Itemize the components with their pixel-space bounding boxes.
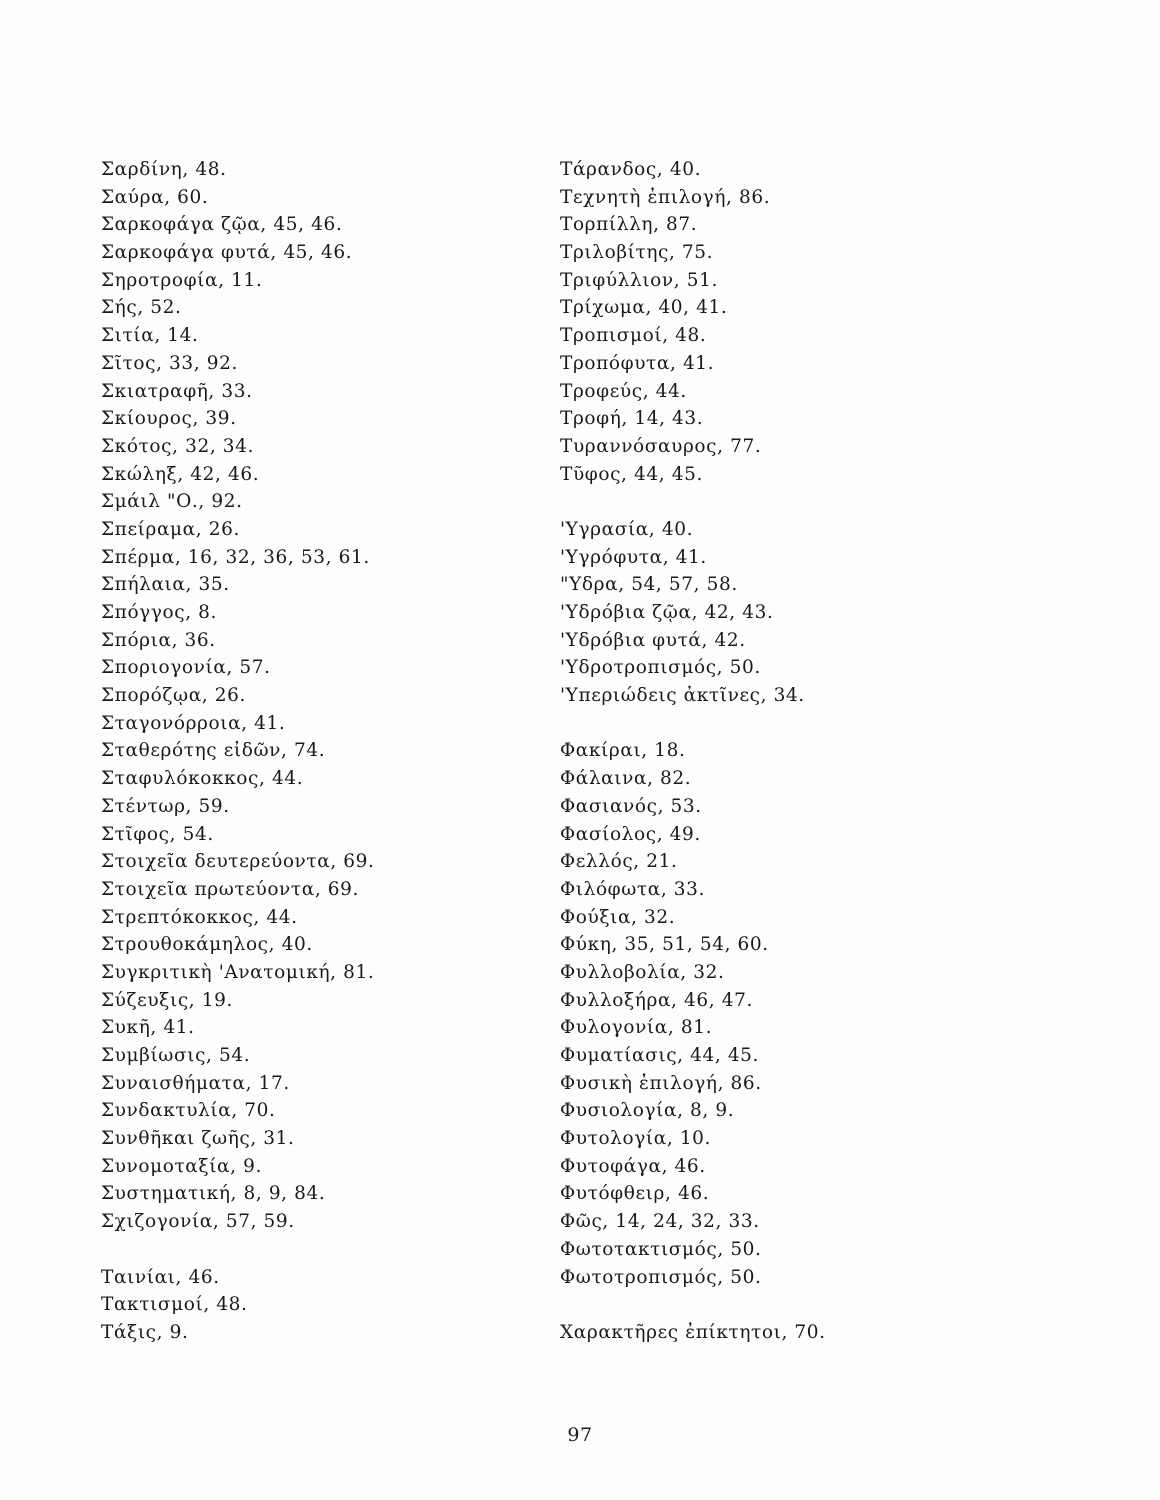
index-entry: "Υδρα, 54, 57, 58. (560, 574, 738, 596)
index-entry: Σποριογονία, 57. (101, 657, 271, 679)
index-entry: Φάλαινα, 82. (560, 768, 692, 790)
index-entry: Σαρδίνη, 48. (101, 159, 227, 180)
index-entry: Συνομοταξία, 9. (101, 1155, 262, 1177)
index-entry: Σπήλαια, 35. (101, 574, 230, 596)
index-entry: Φυτόφθειρ, 46. (560, 1183, 710, 1205)
index-entry: Σπόρια, 36. (101, 629, 216, 651)
index-entry: Σκίουρος, 39. (101, 408, 237, 430)
index-entry: Σχιζογονία, 57, 59. (101, 1211, 295, 1233)
index-entry: Στρουθοκάμηλος, 40. (101, 934, 313, 956)
index-entry: Σαρκοφάγα ζῷα, 45, 46. (101, 214, 343, 236)
index-entry: Σπόγγος, 8. (101, 602, 218, 623)
index-entry: Τριφύλλιον, 51. (560, 269, 718, 291)
index-entry: Συνδακτυλία, 70. (101, 1100, 276, 1122)
index-entry: Τεχνητὴ ἐπιλογή, 86. (560, 186, 771, 208)
page-number: 97 (567, 1424, 593, 1446)
index-entry: Σκότος, 32, 34. (101, 435, 254, 457)
index-column-left (101, 156, 541, 1347)
index-entry: Στρεπτόκοκκος, 44. (101, 906, 298, 928)
index-entry: Σμάιλ "Ο., 92. (101, 491, 243, 513)
index-entry: Φυλογονία, 81. (560, 1017, 713, 1039)
index-entry: Συστηματική, 8, 9, 84. (101, 1183, 326, 1205)
index-entry: 'Υδροτροπισμός, 50. (560, 657, 761, 679)
index-section-gap (560, 710, 1060, 738)
index-entry: Σαύρα, 60. (101, 186, 209, 208)
index-entry: Φωτοτακτισμός, 50. (560, 1238, 762, 1260)
index-entry: Φυτοφάγα, 46. (560, 1155, 706, 1177)
index-entry: Τορπίλλη, 87. (560, 214, 698, 236)
index-entry: Φιλόφωτα, 33. (560, 878, 706, 900)
index-entry: Τροφή, 14, 43. (560, 408, 704, 430)
index-section-gap (560, 488, 1060, 516)
index-entry: 'Υγρασία, 40. (560, 518, 694, 540)
index-entry: Σῖτος, 33, 92. (101, 352, 238, 374)
index-entry: Φελλός, 21. (560, 851, 678, 873)
index-entry: Ταινίαι, 46. (101, 1266, 220, 1288)
index-entry: 'Υδρόβια φυτά, 42. (560, 629, 746, 651)
index-entry: Σταφυλόκοκκος, 44. (101, 768, 304, 790)
index-entry: Σηροτροφία, 11. (101, 269, 263, 291)
index-entry: Σκώληξ, 42, 46. (101, 463, 260, 485)
index-entry: 'Υδρόβια ζῷα, 42, 43. (560, 602, 774, 623)
index-entry: Τῦφος, 44, 45. (560, 463, 703, 485)
index-entry: Φυτολογία, 10. (560, 1128, 712, 1150)
index-entry: Τροφεύς, 44. (560, 380, 687, 402)
index-entry: Χαρακτῆρες ἐπίκτητοι, 70. (560, 1321, 826, 1343)
index-entry: Τριλοβίτης, 75. (560, 242, 714, 264)
index-entry: Φυλλοξήρα, 46, 47. (560, 989, 753, 1011)
index-entry: Φυσικὴ ἐπιλογή, 86. (560, 1072, 762, 1094)
index-entry: Σαρκοφάγα φυτά, 45, 46. (101, 242, 353, 264)
index-entry: Τρίχωμα, 40, 41. (560, 297, 728, 319)
index-entry: Τροπισμοί, 48. (560, 325, 707, 347)
index-entry: Τάρανδος, 40. (560, 159, 702, 180)
index-entry: Τακτισμοί, 48. (101, 1294, 248, 1316)
index-entry: Συνθῆκαι ζωῆς, 31. (101, 1128, 295, 1150)
index-entry: Σής, 52. (101, 297, 182, 319)
index-entry: Φῶς, 14, 24, 32, 33. (560, 1211, 760, 1233)
index-entry: Τροπόφυτα, 41. (560, 352, 715, 374)
index-entry: Σπέρμα, 16, 32, 36, 53, 61. (101, 546, 370, 568)
index-entry: Σταγονόρροια, 41. (101, 712, 286, 734)
index-entry: Σύζευξις, 19. (101, 989, 233, 1011)
index-entry: Συμβίωσις, 54. (101, 1045, 251, 1066)
index-entry: Φυλλοβολία, 32. (560, 961, 725, 983)
index-entry: Συναισθήματα, 17. (101, 1072, 290, 1094)
index-column-right (560, 156, 1060, 1347)
index-section-gap (101, 1236, 541, 1264)
index-entry: Σιτία, 14. (101, 325, 199, 347)
index-entry: Φασιανός, 53. (560, 795, 702, 817)
index-entry: Στοιχεῖα πρωτεύοντα, 69. (101, 878, 360, 900)
index-entry: Τάξις, 9. (101, 1321, 189, 1343)
index-entry: Φωτοτροπισμός, 50. (560, 1266, 762, 1288)
index-entry: 'Υπεριώδεις ἀκτῖνες, 34. (560, 685, 805, 707)
index-entry: Φούξια, 32. (560, 906, 676, 928)
index-entry: Φύκη, 35, 51, 54, 60. (560, 934, 769, 956)
index-entry: Σπείραμα, 26. (101, 518, 240, 540)
index-entry: Φασίολος, 49. (560, 823, 701, 845)
index-entry: Φυματίασις, 44, 45. (560, 1045, 760, 1066)
index-entry: Τυραννόσαυρος, 77. (560, 435, 762, 457)
index-entry: Φακίραι, 18. (560, 740, 686, 762)
index-section-gap (560, 1291, 1060, 1319)
index-entry: Φυσιολογία, 8, 9. (560, 1100, 735, 1122)
index-entry: Στέντωρ, 59. (101, 795, 230, 817)
index-entry: 'Υγρόφυτα, 41. (560, 546, 707, 568)
index-entry: Συκῆ, 41. (101, 1017, 195, 1039)
index-entry: Στῖφος, 54. (101, 823, 214, 845)
index-entry: Σπορόζῳα, 26. (101, 685, 246, 707)
index-entry: Σταθερότης εἰδῶν, 74. (101, 740, 326, 762)
index-entry: Συγκριτικὴ 'Ανατομική, 81. (101, 961, 375, 983)
index-entry: Στοιχεῖα δευτερεύοντα, 69. (101, 851, 375, 873)
index-entry: Σκιατραφῆ, 33. (101, 380, 253, 402)
